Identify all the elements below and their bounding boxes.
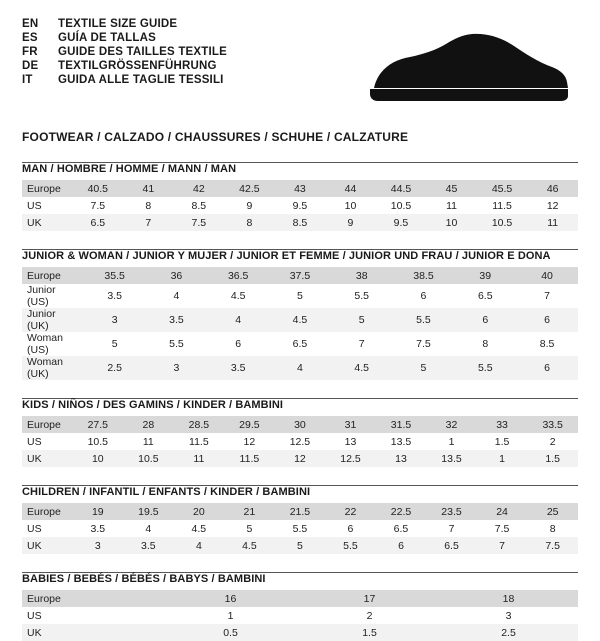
row-label: Europe bbox=[22, 267, 84, 284]
cell: 31 bbox=[325, 416, 376, 433]
cell: 5.5 bbox=[393, 308, 455, 332]
row-label: UK bbox=[22, 450, 73, 467]
cell: 11 bbox=[123, 433, 174, 450]
cell: 1.5 bbox=[300, 624, 439, 641]
language-code: DE bbox=[22, 60, 39, 72]
cell: 3.5 bbox=[207, 356, 269, 380]
language-row bbox=[22, 74, 227, 86]
cell: 16 bbox=[161, 590, 300, 607]
cell: 11 bbox=[426, 197, 477, 214]
row-label: US bbox=[22, 197, 73, 214]
cell: 3.5 bbox=[146, 308, 208, 332]
cell: 5 bbox=[275, 537, 326, 554]
cell: 13 bbox=[325, 433, 376, 450]
cell: 1 bbox=[477, 450, 528, 467]
cell: 7 bbox=[426, 520, 477, 537]
cell: 6 bbox=[516, 356, 578, 380]
row-label: Woman (UK) bbox=[22, 356, 84, 380]
cell: 22.5 bbox=[376, 503, 427, 520]
cell: 5.5 bbox=[275, 520, 326, 537]
cell: 22 bbox=[325, 503, 376, 520]
cell: 10.5 bbox=[376, 197, 427, 214]
cell: 4 bbox=[174, 537, 225, 554]
cell: 10 bbox=[426, 214, 477, 231]
cell: 4.5 bbox=[224, 537, 275, 554]
cell: 3.5 bbox=[84, 284, 146, 308]
cell: 9.5 bbox=[376, 214, 427, 231]
cell: 3 bbox=[146, 356, 208, 380]
row-label: Europe bbox=[22, 416, 73, 433]
cell: 41 bbox=[123, 180, 174, 197]
row-label: UK bbox=[22, 624, 161, 641]
cell: 7 bbox=[477, 537, 528, 554]
cell: 13 bbox=[376, 450, 427, 467]
document-header bbox=[22, 18, 578, 112]
cell: 8 bbox=[454, 332, 516, 356]
table-row bbox=[22, 267, 578, 284]
cell: 5.5 bbox=[454, 356, 516, 380]
cell: 38.5 bbox=[393, 267, 455, 284]
cell: 5 bbox=[269, 284, 331, 308]
cell: 2 bbox=[300, 607, 439, 624]
cell: 46 bbox=[527, 180, 578, 197]
table-row bbox=[22, 590, 578, 607]
group-title: MAN / HOMBRE / HOMME / MANN / MAN bbox=[22, 163, 237, 175]
cell: 1 bbox=[161, 607, 300, 624]
cell: 4 bbox=[207, 308, 269, 332]
cell: 7 bbox=[516, 284, 578, 308]
table-row bbox=[22, 284, 578, 308]
cell: 1 bbox=[426, 433, 477, 450]
cell: 6 bbox=[325, 520, 376, 537]
cell: 18 bbox=[439, 590, 578, 607]
cell: 5.5 bbox=[146, 332, 208, 356]
row-label: UK bbox=[22, 214, 73, 231]
row-label: Europe bbox=[22, 590, 161, 607]
group-title: JUNIOR & WOMAN / JUNIOR Y MUJER / JUNIOR ET FEMME / JUNIOR UND FRAU / JUNIOR E DONA bbox=[22, 250, 551, 262]
cell: 36 bbox=[146, 267, 208, 284]
cell: 9.5 bbox=[275, 197, 326, 214]
dress-shoe-icon bbox=[362, 30, 572, 112]
group-title: BABIES / BEBÉS / BÉBÉS / BABYS / BAMBINI bbox=[22, 573, 266, 585]
cell: 4.5 bbox=[207, 284, 269, 308]
table-row bbox=[22, 180, 578, 197]
cell: 8.5 bbox=[174, 197, 225, 214]
cell: 6.5 bbox=[269, 332, 331, 356]
cell: 6 bbox=[454, 308, 516, 332]
row-label: US bbox=[22, 433, 73, 450]
cell: 20 bbox=[174, 503, 225, 520]
cell: 5 bbox=[84, 332, 146, 356]
cell: 3.5 bbox=[123, 537, 174, 554]
cell: 0.5 bbox=[161, 624, 300, 641]
cell: 9 bbox=[325, 214, 376, 231]
cell: 6 bbox=[516, 308, 578, 332]
table-row bbox=[22, 356, 578, 380]
cell: 9 bbox=[224, 197, 275, 214]
cell: 40 bbox=[516, 267, 578, 284]
cell: 11.5 bbox=[224, 450, 275, 467]
cell: 23.5 bbox=[426, 503, 477, 520]
table-row bbox=[22, 607, 578, 624]
language-title: TEXTILGRÖSSENFÜHRUNG bbox=[58, 60, 217, 72]
table-row bbox=[22, 214, 578, 231]
cell: 19.5 bbox=[123, 503, 174, 520]
cell: 11.5 bbox=[174, 433, 225, 450]
cell: 10.5 bbox=[477, 214, 528, 231]
cell: 4.5 bbox=[174, 520, 225, 537]
cell: 27.5 bbox=[73, 416, 124, 433]
cell: 2.5 bbox=[439, 624, 578, 641]
cell: 6.5 bbox=[376, 520, 427, 537]
cell: 29.5 bbox=[224, 416, 275, 433]
cell: 4 bbox=[146, 284, 208, 308]
size-table-children bbox=[22, 503, 578, 554]
language-title-list bbox=[22, 18, 227, 86]
size-group-children bbox=[22, 485, 578, 554]
cell: 6.5 bbox=[454, 284, 516, 308]
size-group-kids bbox=[22, 398, 578, 467]
row-label: Europe bbox=[22, 180, 73, 197]
table-row bbox=[22, 433, 578, 450]
cell: 2.5 bbox=[84, 356, 146, 380]
cell: 3 bbox=[439, 607, 578, 624]
cell: 28.5 bbox=[174, 416, 225, 433]
cell: 42 bbox=[174, 180, 225, 197]
cell: 13.5 bbox=[376, 433, 427, 450]
cell: 10.5 bbox=[123, 450, 174, 467]
cell: 7.5 bbox=[73, 197, 124, 214]
language-row bbox=[22, 60, 227, 72]
cell: 6 bbox=[376, 537, 427, 554]
cell: 25 bbox=[527, 503, 578, 520]
table-row bbox=[22, 537, 578, 554]
table-row bbox=[22, 520, 578, 537]
cell: 12 bbox=[527, 197, 578, 214]
cell: 5 bbox=[224, 520, 275, 537]
cell: 19 bbox=[73, 503, 124, 520]
cell: 8 bbox=[224, 214, 275, 231]
cell: 38 bbox=[331, 267, 393, 284]
cell: 3 bbox=[84, 308, 146, 332]
cell: 36.5 bbox=[207, 267, 269, 284]
cell: 11.5 bbox=[477, 197, 528, 214]
language-row bbox=[22, 32, 227, 44]
cell: 7.5 bbox=[393, 332, 455, 356]
cell: 44.5 bbox=[376, 180, 427, 197]
size-group-man bbox=[22, 162, 578, 231]
cell: 8 bbox=[123, 197, 174, 214]
cell: 30 bbox=[275, 416, 326, 433]
row-label: UK bbox=[22, 537, 73, 554]
cell: 7.5 bbox=[477, 520, 528, 537]
cell: 3 bbox=[73, 537, 124, 554]
language-row bbox=[22, 46, 227, 58]
footwear-section-title: FOOTWEAR / CALZADO / CHAUSSURES / SCHUHE / CALZATURE bbox=[22, 130, 409, 144]
table-row bbox=[22, 332, 578, 356]
table-row bbox=[22, 624, 578, 641]
cell: 11 bbox=[527, 214, 578, 231]
language-code: IT bbox=[22, 74, 33, 86]
row-label: Junior (US) bbox=[22, 284, 84, 308]
cell: 4 bbox=[269, 356, 331, 380]
cell: 1.5 bbox=[477, 433, 528, 450]
cell: 7.5 bbox=[527, 537, 578, 554]
cell: 5.5 bbox=[325, 537, 376, 554]
cell: 12.5 bbox=[275, 433, 326, 450]
cell: 39 bbox=[454, 267, 516, 284]
language-code: ES bbox=[22, 32, 38, 44]
language-title: GUÍA DE TALLAS bbox=[58, 32, 156, 44]
table-row bbox=[22, 308, 578, 332]
cell: 10.5 bbox=[73, 433, 124, 450]
cell: 12 bbox=[275, 450, 326, 467]
cell: 45 bbox=[426, 180, 477, 197]
cell: 8.5 bbox=[275, 214, 326, 231]
cell: 4.5 bbox=[269, 308, 331, 332]
cell: 33.5 bbox=[527, 416, 578, 433]
language-title: GUIDE DES TAILLES TEXTILE bbox=[58, 46, 227, 58]
size-group-babies bbox=[22, 572, 578, 641]
table-row bbox=[22, 503, 578, 520]
cell: 4 bbox=[123, 520, 174, 537]
row-label: US bbox=[22, 520, 73, 537]
cell: 17 bbox=[300, 590, 439, 607]
cell: 5 bbox=[331, 308, 393, 332]
cell: 3.5 bbox=[73, 520, 124, 537]
cell: 5.5 bbox=[331, 284, 393, 308]
cell: 31.5 bbox=[376, 416, 427, 433]
language-title: GUIDA ALLE TAGLIE TESSILI bbox=[58, 74, 224, 86]
cell: 6.5 bbox=[426, 537, 477, 554]
cell: 13.5 bbox=[426, 450, 477, 467]
size-table-kids bbox=[22, 416, 578, 467]
cell: 37.5 bbox=[269, 267, 331, 284]
cell: 45.5 bbox=[477, 180, 528, 197]
size-group-junior-woman bbox=[22, 249, 578, 380]
language-title: TEXTILE SIZE GUIDE bbox=[58, 18, 178, 30]
cell: 8.5 bbox=[516, 332, 578, 356]
language-row bbox=[22, 18, 227, 30]
cell: 5 bbox=[393, 356, 455, 380]
cell: 2 bbox=[527, 433, 578, 450]
cell: 21 bbox=[224, 503, 275, 520]
language-code: FR bbox=[22, 46, 38, 58]
cell: 7 bbox=[123, 214, 174, 231]
cell: 35.5 bbox=[84, 267, 146, 284]
cell: 8 bbox=[527, 520, 578, 537]
cell: 11 bbox=[174, 450, 225, 467]
language-code: EN bbox=[22, 18, 39, 30]
cell: 24 bbox=[477, 503, 528, 520]
cell: 4.5 bbox=[331, 356, 393, 380]
cell: 10 bbox=[325, 197, 376, 214]
cell: 21.5 bbox=[275, 503, 326, 520]
cell: 28 bbox=[123, 416, 174, 433]
cell: 1.5 bbox=[527, 450, 578, 467]
cell: 40.5 bbox=[73, 180, 124, 197]
cell: 44 bbox=[325, 180, 376, 197]
row-label: Woman (US) bbox=[22, 332, 84, 356]
table-row bbox=[22, 197, 578, 214]
cell: 6.5 bbox=[73, 214, 124, 231]
cell: 33 bbox=[477, 416, 528, 433]
cell: 7 bbox=[331, 332, 393, 356]
group-title: CHILDREN / INFANTIL / ENFANTS / KINDER / BAMBINI bbox=[22, 486, 311, 498]
table-row bbox=[22, 450, 578, 467]
size-table-man bbox=[22, 180, 578, 231]
row-label: US bbox=[22, 607, 161, 624]
cell: 6 bbox=[207, 332, 269, 356]
cell: 10 bbox=[73, 450, 124, 467]
cell: 32 bbox=[426, 416, 477, 433]
row-label: Junior (UK) bbox=[22, 308, 84, 332]
table-row bbox=[22, 416, 578, 433]
size-table-babies bbox=[22, 590, 578, 641]
cell: 12 bbox=[224, 433, 275, 450]
cell: 7.5 bbox=[174, 214, 225, 231]
cell: 12.5 bbox=[325, 450, 376, 467]
size-table-junior-woman bbox=[22, 267, 578, 380]
cell: 6 bbox=[393, 284, 455, 308]
group-title: KIDS / NIÑOS / DES GAMINS / KINDER / BAMBINI bbox=[22, 399, 284, 411]
cell: 42.5 bbox=[224, 180, 275, 197]
row-label: Europe bbox=[22, 503, 73, 520]
cell: 43 bbox=[275, 180, 326, 197]
